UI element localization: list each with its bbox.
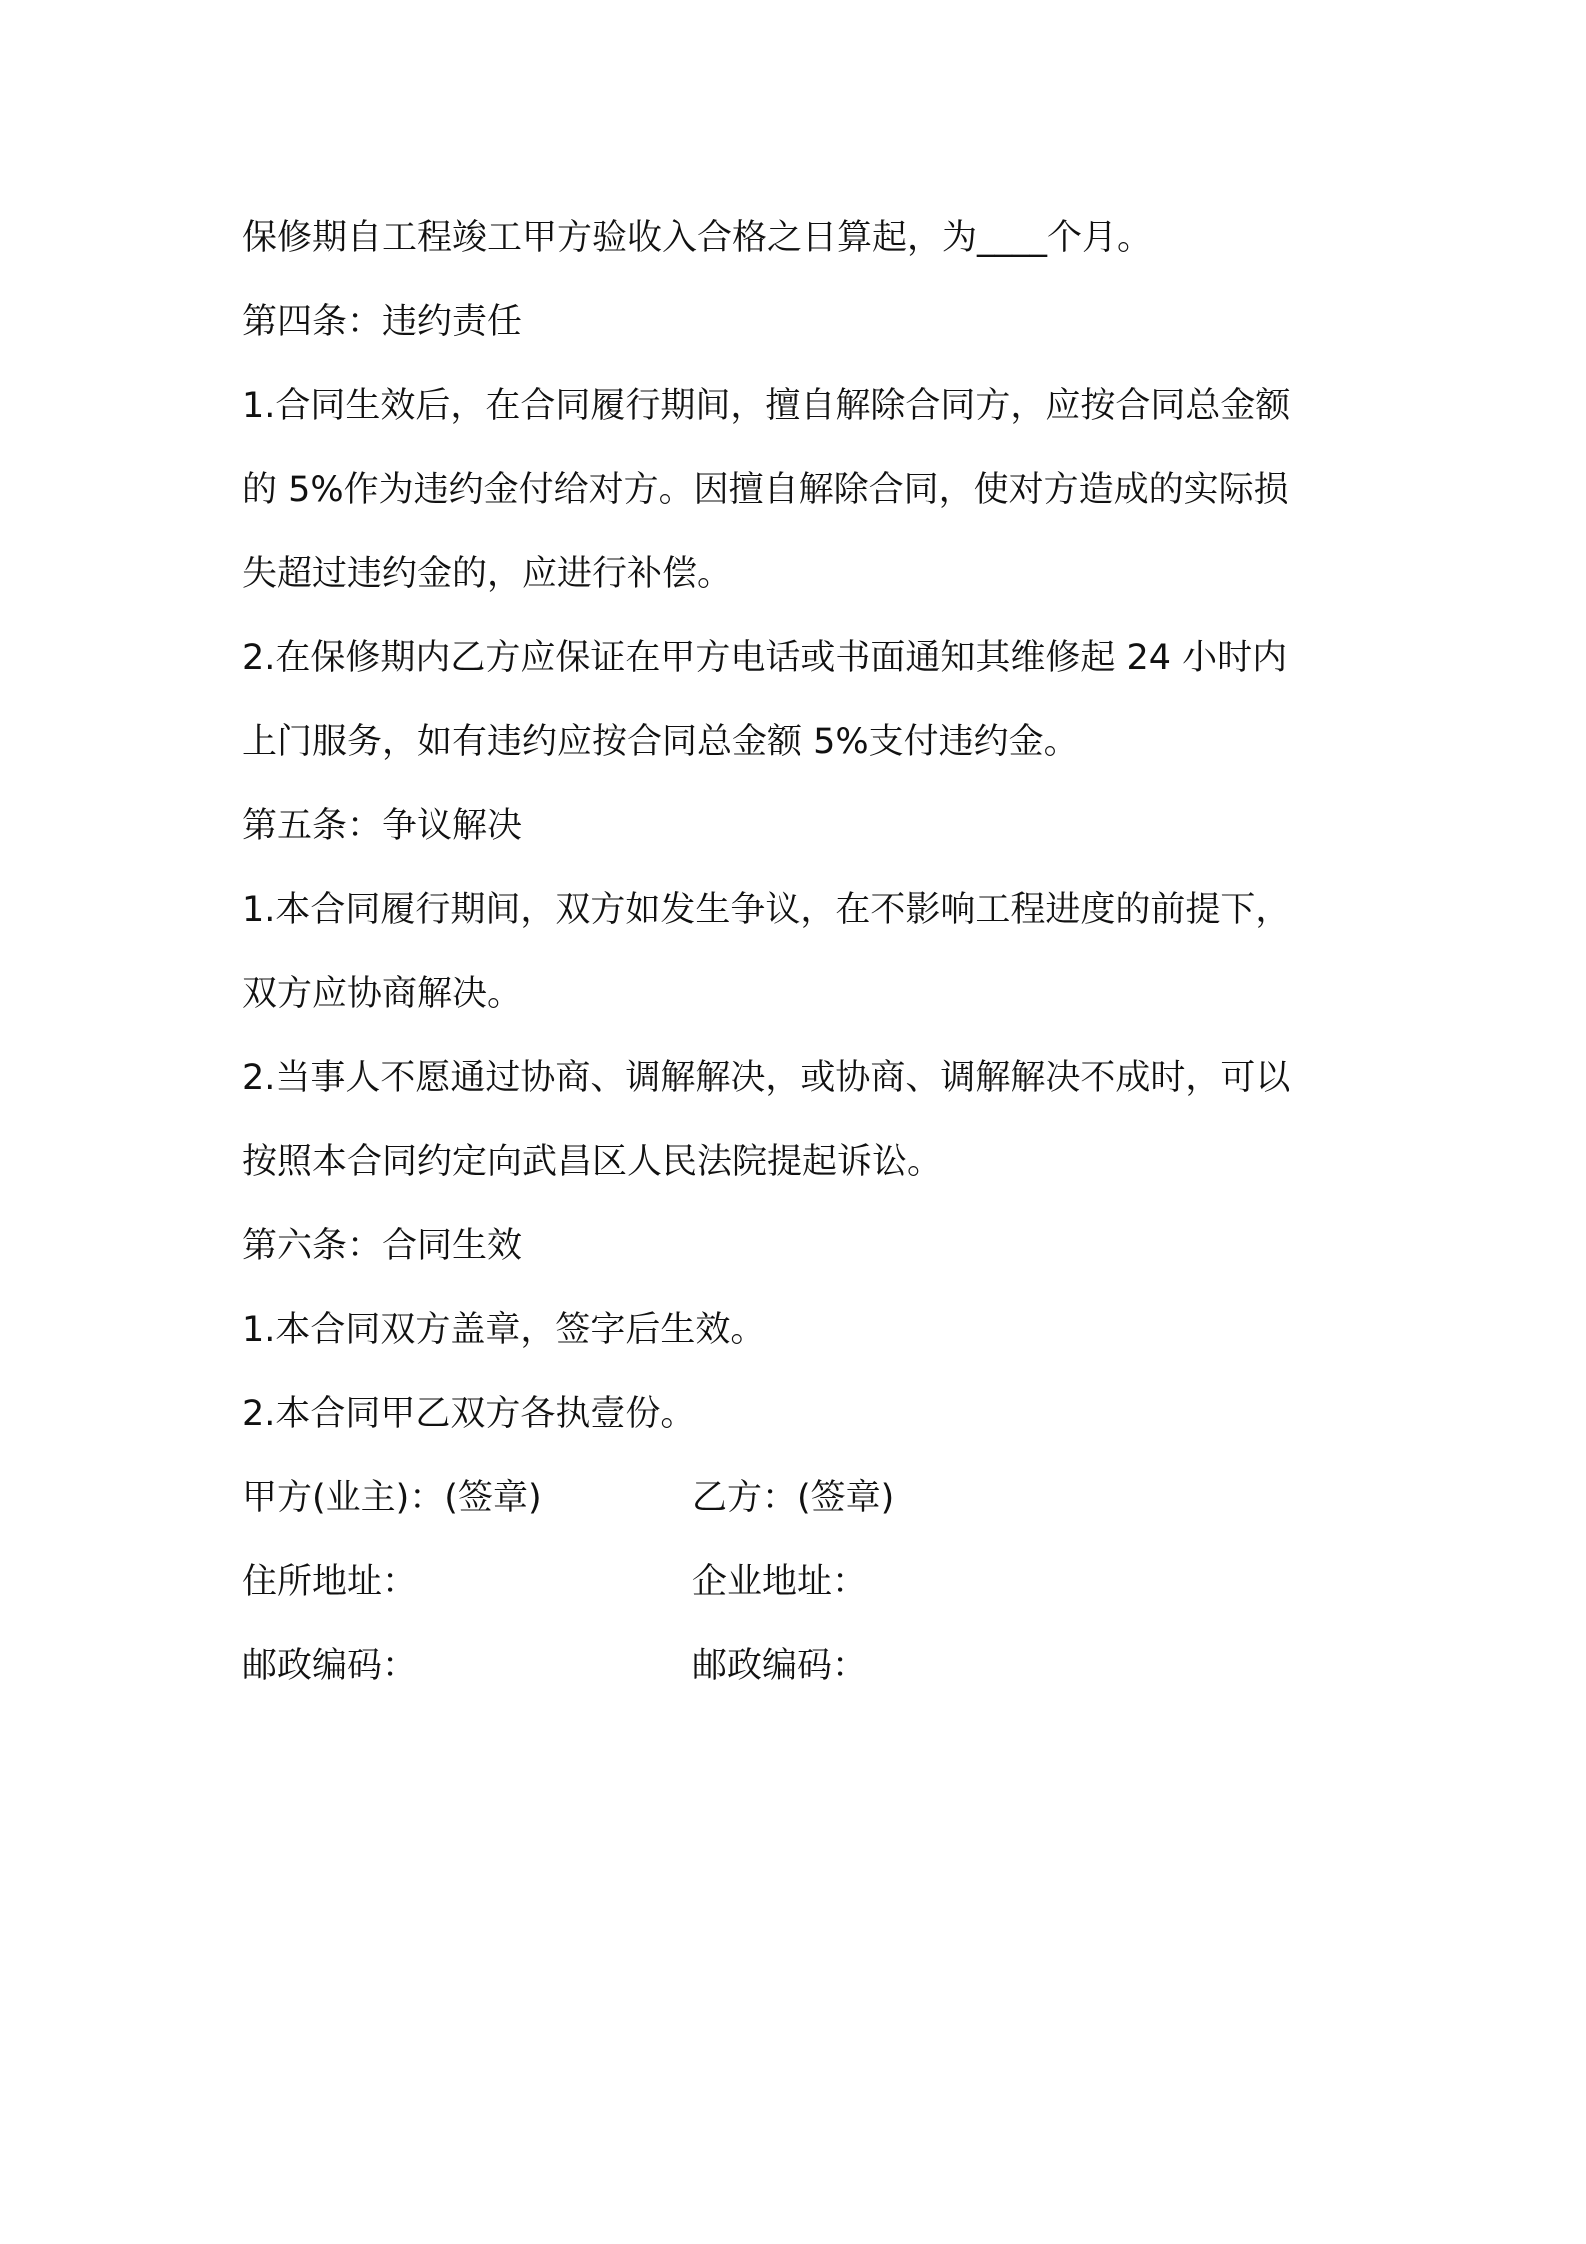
article-4-heading: 第四条：违约责任 <box>242 302 523 342</box>
article-6-heading: 第六条：合同生效 <box>242 1226 523 1266</box>
party-b-postcode-label: 邮政编码： <box>692 1646 868 1686</box>
document-body <box>242 196 1362 1708</box>
article-4-clause-1-line-2: 的 5%作为违约金付给对方。因擅自解除合同，使对方造成的实际损 <box>242 470 1289 510</box>
article-4-clause-2-line-1: 2.在保修期内乙方应保证在甲方电话或书面通知其维修起 24 小时内 <box>242 638 1288 678</box>
article-4-clause-1-line-3: 失超过违约金的，应进行补偿。 <box>242 554 733 594</box>
article-6-clause-2: 2.本合同甲乙双方各执壹份。 <box>242 1394 696 1434</box>
party-b-address-label: 企业地址： <box>692 1562 868 1602</box>
party-b-seal-label: 乙方：(签章) <box>692 1478 895 1518</box>
article-5-clause-2-line-1: 2.当事人不愿通过协商、调解解决，或协商、调解解决不成时，可以 <box>242 1058 1291 1098</box>
article-6-clause-1: 1.本合同双方盖章，签字后生效。 <box>242 1310 766 1350</box>
signature-row-postcode <box>242 1624 1362 1708</box>
article-5-clause-2-line-2: 按照本合同约定向武昌区人民法院提起诉讼。 <box>242 1142 943 1182</box>
article-5-clause-1-line-2: 双方应协商解决。 <box>242 974 523 1014</box>
signature-row-seal <box>242 1456 1362 1540</box>
article-5-heading: 第五条：争议解决 <box>242 806 523 846</box>
signature-row-address <box>242 1540 1362 1624</box>
article-5-clause-1-line-1: 1.本合同履行期间，双方如发生争议，在不影响工程进度的前提下， <box>242 890 1291 930</box>
article-4-clause-1-line-1: 1.合同生效后，在合同履行期间，擅自解除合同方，应按合同总金额 <box>242 386 1291 426</box>
party-a-seal-label: 甲方(业主)：(签章) <box>242 1478 542 1518</box>
party-a-address-label: 住所地址： <box>242 1562 418 1602</box>
party-a-postcode-label: 邮政编码： <box>242 1646 418 1686</box>
article-4-clause-2-line-2: 上门服务，如有违约应按合同总金额 5%支付违约金。 <box>242 722 1079 762</box>
warranty-period-line: 保修期自工程竣工甲方验收入合格之日算起，为____个月。 <box>242 218 1153 258</box>
